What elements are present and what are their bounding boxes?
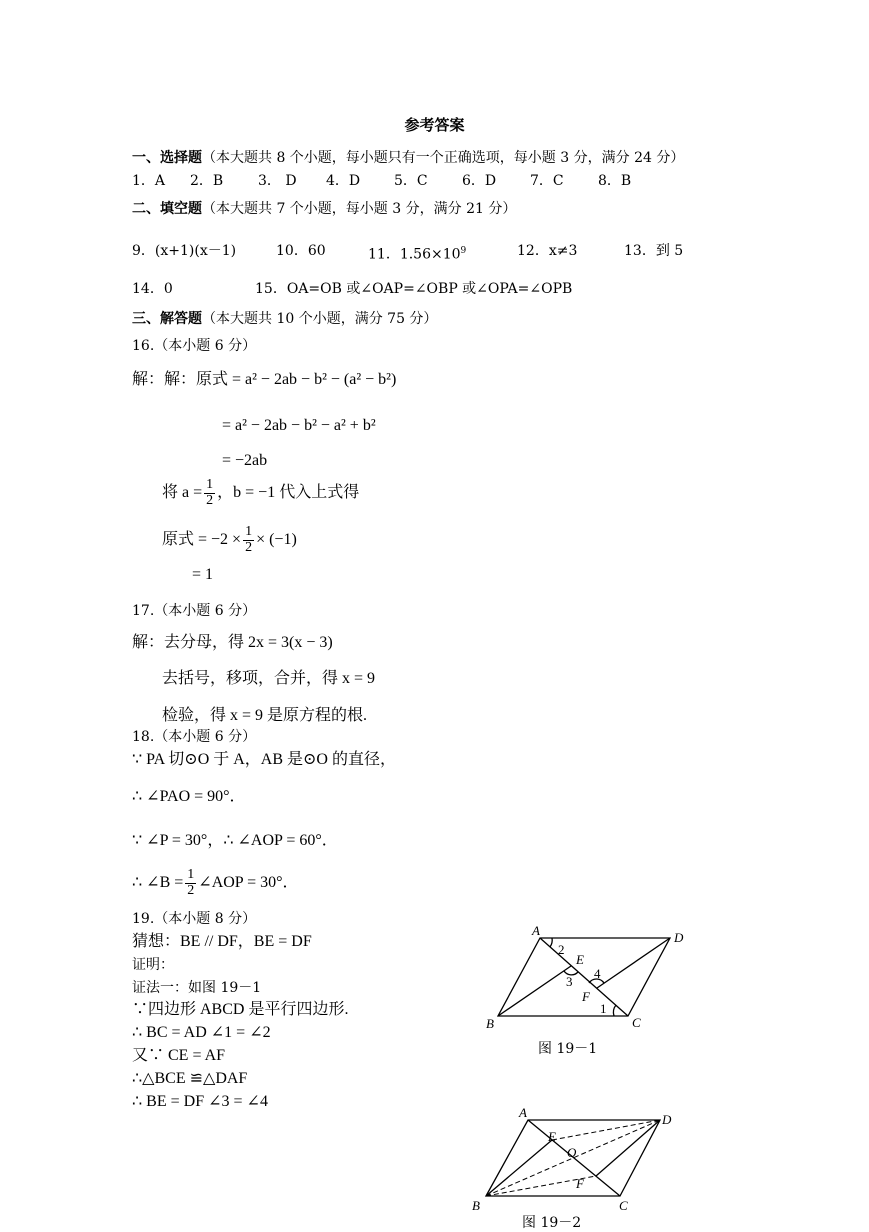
- fig2-label-c: C: [619, 1198, 628, 1213]
- section-1-heading: [132, 149, 684, 167]
- answer-2: 2．B: [190, 173, 224, 189]
- q17-heading: 17.（本小题 6 分）: [132, 603, 257, 619]
- q16-line-5-post: × (−1): [256, 531, 297, 548]
- segment-df: [596, 1120, 660, 1176]
- q16-line-5-numerator: 1: [245, 524, 253, 540]
- q19-line-7: ∴△BCE ≌△DAF: [132, 1070, 248, 1087]
- q19-line-3: 证法一：如图 19－1: [132, 980, 262, 996]
- segment-ed-dashed: [552, 1120, 660, 1140]
- q19-line-4: ∵四边形 ABCD 是平行四边形.: [132, 1001, 349, 1018]
- q18-line-4-pre: ∴ ∠B =: [132, 874, 184, 891]
- section-3-note: （本大题共 10 个小题，满分 75 分）: [202, 311, 438, 327]
- q16-line-4-denominator: 2: [206, 492, 214, 508]
- q16-line-4: [162, 474, 359, 512]
- answer-14: 14．0: [132, 281, 173, 297]
- q19-line-5: ∴ BC = AD ∠1 = ∠2: [132, 1024, 271, 1041]
- q16-line-5-pre: 原式 = −2 ×: [162, 531, 242, 548]
- q16-line-5: [162, 521, 297, 559]
- answer-11-base: 11．1.56×10: [368, 246, 461, 263]
- answer-15: 15．OA=OB 或∠OAP=∠OBP 或∠OPA=∠OPB: [255, 281, 573, 297]
- angle-2-arc: [550, 938, 552, 947]
- segment-df: [597, 938, 670, 988]
- fig2-label-a: A: [519, 1105, 527, 1120]
- answer-4: 4．D: [326, 173, 361, 189]
- answer-5: 5．C: [394, 173, 428, 189]
- answer-10: 10．60: [276, 243, 326, 259]
- q19-heading: 19.（本小题 8 分）: [132, 911, 257, 927]
- section-3-title: 三、解答题: [132, 311, 202, 327]
- q16-line-1: 解：解：原式 = a² − 2ab − b² − (a² − b²): [132, 371, 397, 388]
- q16-line-4-post: ，b = −1 代入上式得: [217, 484, 360, 501]
- q16-line-4-pre: 将 a =: [162, 484, 203, 501]
- q16-line-4-fraction: [204, 478, 215, 508]
- q16-line-2: = a² − 2ab − b² − a² + b²: [222, 417, 376, 434]
- fig1-label-1: 1: [600, 1001, 607, 1016]
- section-3-heading: [132, 310, 437, 328]
- q18-line-2: ∴ ∠PAO = 90°．: [132, 788, 246, 805]
- q17-line-1: 解：去分母，得 2x = 3(x − 3): [132, 634, 333, 651]
- q18-heading: 18.（本小题 6 分）: [132, 729, 257, 745]
- answer-1: 1．A: [132, 173, 166, 189]
- answer-8: 8．B: [598, 173, 632, 189]
- fig1-label-2: 2: [558, 942, 565, 957]
- q16-line-4-numerator: 1: [206, 477, 214, 493]
- fig1-label-a: A: [532, 923, 540, 938]
- answer-11: [368, 242, 466, 264]
- fig1-label-f: F: [582, 989, 590, 1004]
- q18-line-4-denominator: 2: [187, 882, 195, 898]
- fig2-label-d: D: [662, 1112, 672, 1127]
- q18-line-4: [132, 864, 299, 902]
- fig1-label-3: 3: [566, 974, 573, 989]
- q16-line-6: = 1: [192, 566, 214, 583]
- q16-line-3: = −2ab: [222, 452, 268, 469]
- fig1-label-b: B: [486, 1016, 494, 1031]
- fig1-label-4: 4: [594, 966, 601, 981]
- q19-line-8: ∴ BE = DF ∠3 = ∠4: [132, 1093, 268, 1110]
- fig2-label-e: E: [548, 1129, 556, 1144]
- answer-9: 9．(x+1)(x－1): [132, 243, 237, 259]
- segment-be: [498, 966, 571, 1016]
- q18-line-1: ∵ PA 切⊙O 于 A，AB 是⊙O 的直径，: [132, 751, 396, 768]
- section-2-heading: [132, 200, 516, 218]
- q16-line-5-denominator: 2: [245, 539, 253, 555]
- figure-19-1: [478, 920, 698, 1060]
- segment-be: [486, 1140, 552, 1196]
- section-2-note: （本大题共 7 个小题，每小题 3 分，满分 21 分）: [202, 201, 517, 217]
- figure-19-1-caption: 图 19－1: [538, 1041, 598, 1057]
- fig1-label-c: C: [632, 1015, 641, 1030]
- fig2-label-o: O: [567, 1145, 577, 1160]
- figure-19-2-caption: 图 19－2: [522, 1215, 582, 1231]
- fig2-label-b: B: [472, 1198, 480, 1213]
- figure-19-2: [466, 1100, 696, 1220]
- q19-line-6: 又∵ CE = AF: [132, 1047, 226, 1064]
- answer-11-exponent: 9: [460, 246, 467, 256]
- fig1-label-e: E: [576, 952, 584, 967]
- q18-line-4-fraction: [185, 868, 196, 898]
- q19-line-1: 猜想：BE // DF，BE = DF: [132, 933, 312, 950]
- angle-1-arc: [613, 1005, 616, 1016]
- answer-12: 12．x≠3: [517, 243, 578, 259]
- q16-heading: 16.（本小题 6 分）: [132, 338, 257, 354]
- section-2-title: 二、填空题: [132, 201, 202, 217]
- diagonal-ac: [540, 938, 628, 1016]
- answer-6: 6．D: [462, 173, 497, 189]
- q18-line-4-post: ∠AOP = 30°．: [198, 874, 299, 891]
- answer-7: 7．C: [530, 173, 564, 189]
- answer-13: 13．到 5: [624, 243, 684, 259]
- fig2-label-f: F: [576, 1176, 584, 1191]
- section-1-title: 一、选择题: [132, 150, 202, 166]
- q19-line-2: 证明：: [132, 957, 174, 973]
- q16-line-5-fraction: [243, 525, 254, 555]
- q17-line-3: 检验，得 x = 9 是原方程的根.: [162, 707, 368, 724]
- page-title: 参考答案: [404, 116, 465, 134]
- choice-answers: [132, 172, 631, 190]
- q17-line-2: 去括号，移项，合并，得 x = 9: [162, 670, 376, 687]
- fig1-label-d: D: [674, 930, 684, 945]
- section-1-note: （本大题共 8 个小题，每小题只有一个正确选项，每小题 3 分，满分 24 分）: [202, 150, 685, 166]
- q18-line-4-numerator: 1: [187, 867, 195, 883]
- q18-line-3: ∵ ∠P = 30°，∴ ∠AOP = 60°．: [132, 832, 338, 849]
- answer-3: 3． D: [258, 173, 297, 189]
